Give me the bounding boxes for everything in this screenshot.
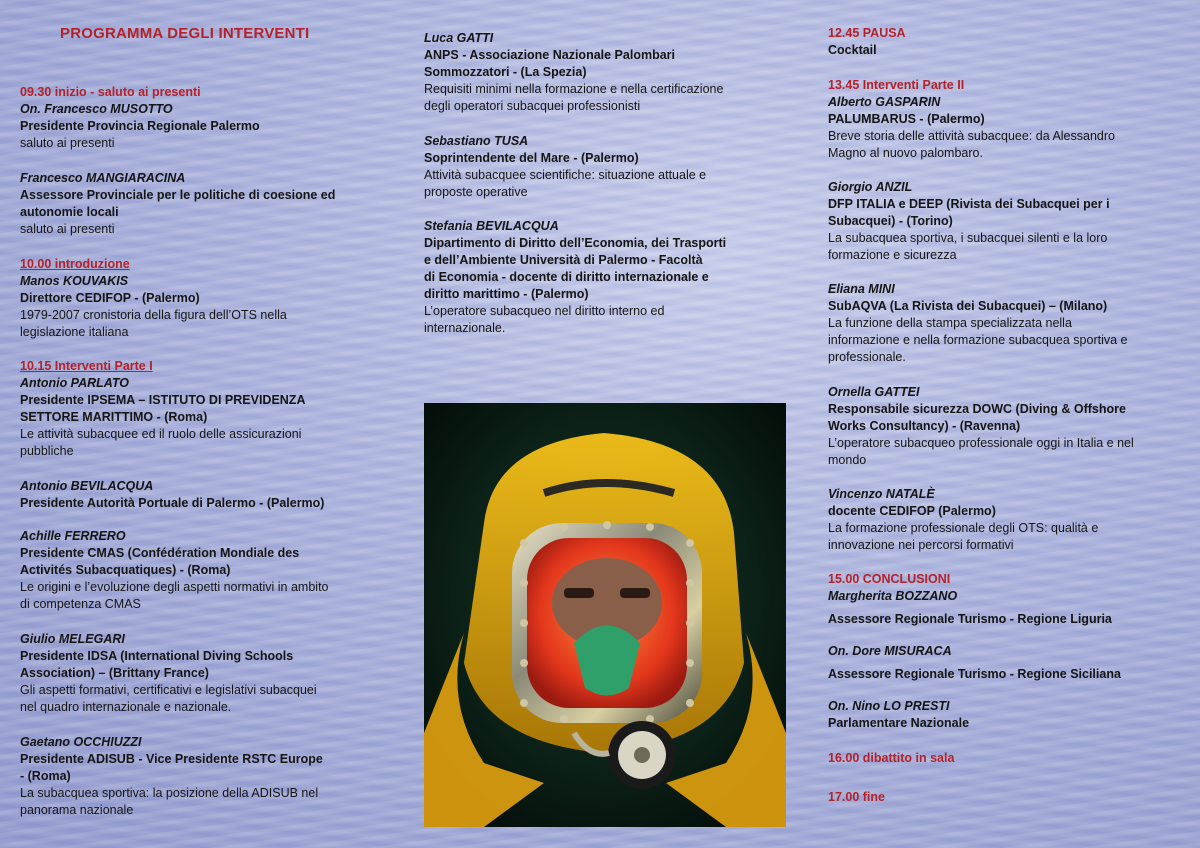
speaker-role: Direttore CEDIFOP - (Palermo) [20, 291, 200, 305]
speaker-role: autonomie locali [20, 205, 119, 219]
speaker-entry [20, 170, 390, 238]
talk-title: Gli aspetti formativi, certificativi e legislativi subacquei [20, 683, 317, 697]
session-time: 10.00 introduzione [20, 257, 130, 271]
speaker-role: DFP ITALIA e DEEP (Rivista dei Subacquei per i [828, 197, 1110, 211]
speaker-entry [828, 698, 1188, 732]
speaker-role: di Economia - docente di diritto internazionale e [424, 270, 709, 284]
talk-title: La subacquea sportiva: la posizione della ADISUB nel [20, 786, 319, 800]
talk-title: La formazione professionale degli OTS: qualità e [828, 521, 1099, 535]
break-label: Cocktail [828, 43, 877, 57]
talk-title: internazionale. [424, 321, 506, 335]
talk-title: Requisiti minimi nella formazione e nella certificazione [424, 82, 724, 96]
session-time: 12.45 PAUSA [828, 26, 906, 40]
talk-title: formazione e sicurezza [828, 248, 957, 262]
session-part-1 [20, 358, 390, 460]
speaker-role: diritto marittimo - (Palermo) [424, 287, 589, 301]
talk-title: legislazione italiana [20, 325, 129, 339]
session-time: 13.45 Interventi Parte II [828, 78, 965, 92]
speaker-name: Vincenzo NATALÈ [828, 487, 935, 501]
speaker-name: Achille FERRERO [20, 529, 126, 543]
speaker-name: Ornella GATTEI [828, 385, 920, 399]
talk-title: 1979-2007 cronistoria della figura dell’OTS nella [20, 308, 287, 322]
speaker-entry [424, 30, 794, 115]
speaker-name: Luca GATTI [424, 31, 494, 45]
speaker-entry [828, 179, 1188, 264]
speaker-role: ANPS - Associazione Nazionale Palombari [424, 48, 675, 62]
speaker-name: Francesco MANGIARACINA [20, 171, 186, 185]
session-time: 09.30 inizio - saluto ai presenti [20, 85, 201, 99]
speaker-role: Presidente CMAS (Confédération Mondiale des [20, 546, 300, 560]
session-debate [828, 750, 1188, 767]
speaker-entry [424, 218, 794, 337]
speaker-role: Assessore Regionale Turismo - Regione Siciliana [828, 667, 1121, 681]
speaker-entry [20, 528, 390, 613]
speaker-role: Presidente ADISUB - Vice Presidente RSTC Europe [20, 752, 323, 766]
speaker-role: Presidente IPSEMA – ISTITUTO DI PREVIDENZA [20, 393, 306, 407]
talk-title: Magno al nuovo palombaro. [828, 146, 983, 160]
speaker-name: Manos KOUVAKIS [20, 274, 129, 288]
speaker-name: Stefania BEVILACQUA [424, 219, 559, 233]
talk-title: mondo [828, 453, 867, 467]
speaker-role: Dipartimento di Diritto dell’Economia, dei Trasporti [424, 236, 727, 250]
speaker-role: Assessore Provinciale per le politiche di coesione ed [20, 188, 336, 202]
talk-title: professionale. [828, 350, 906, 364]
speaker-name: Antonio PARLATO [20, 376, 130, 390]
talk-title: La subacquea sportiva, i subacquei silenti e la loro [828, 231, 1108, 245]
session-time: 17.00 fine [828, 790, 885, 804]
speaker-entry [20, 478, 390, 512]
speaker-role: SubAQVA (La Rivista dei Subacquei) – (Milano) [828, 299, 1108, 313]
speaker-role: Subacquei) - (Torino) [828, 214, 953, 228]
speaker-entry [828, 486, 1188, 554]
talk-title: degli operatori subacquei professionisti [424, 99, 641, 113]
speaker-role: - (Roma) [20, 769, 71, 783]
speaker-role: Presidente Autorità Portuale di Palermo - (Palermo) [20, 496, 325, 510]
session-end [828, 789, 1188, 806]
speaker-name: Eliana MINI [828, 282, 895, 296]
speaker-role: Assessore Regionale Turismo - Regione Liguria [828, 612, 1112, 626]
speaker-name: On. Dore MISURACA [828, 644, 952, 658]
speaker-role: Responsabile sicurezza DOWC (Diving & Offshore [828, 402, 1126, 416]
talk-title: Breve storia delle attività subacquee: da Alessandro [828, 129, 1115, 143]
session-conclusions [828, 571, 1188, 628]
talk-title: L’operatore subacqueo nel diritto interno ed [424, 304, 665, 318]
speaker-role: Sommozzatori - (La Spezia) [424, 65, 587, 79]
speaker-role: Parlamentare Nazionale [828, 716, 970, 730]
speaker-entry [828, 643, 1188, 683]
talk-title: Le attività subacquee ed il ruolo delle assicurazioni [20, 427, 302, 441]
speaker-entry [424, 133, 794, 201]
session-time: 16.00 dibattito in sala [828, 751, 955, 765]
speaker-role: Works Consultancy) - (Ravenna) [828, 419, 1021, 433]
talk-title: pubbliche [20, 444, 74, 458]
talk-title: panorama nazionale [20, 803, 134, 817]
speaker-name: On. Francesco MUSOTTO [20, 102, 173, 116]
speaker-role: Presidente Provincia Regionale Palermo [20, 119, 260, 133]
speaker-role: Association) – (Brittany France) [20, 666, 209, 680]
speaker-role: Soprintendente del Mare - (Palermo) [424, 151, 639, 165]
speaker-entry [20, 631, 390, 716]
talk-title: La funzione della stampa specializzata nella [828, 316, 1072, 330]
talk-title: Le origini e l’evoluzione degli aspetti normativi in ambito [20, 580, 329, 594]
session-part-2 [828, 77, 1188, 162]
speaker-role: Presidente IDSA (International Diving Schools [20, 649, 294, 663]
speaker-entry [828, 384, 1188, 469]
speaker-role: PALUMBARUS - (Palermo) [828, 112, 985, 126]
talk-title: innovazione nei percorsi formativi [828, 538, 1014, 552]
speaker-name: Sebastiano TUSA [424, 134, 529, 148]
talk-title: L’operatore subacqueo professionale oggi in Italia e nel [828, 436, 1134, 450]
page-title: PROGRAMMA DEGLI INTERVENTI [60, 25, 310, 42]
speaker-entry [20, 734, 390, 819]
speaker-name: Antonio BEVILACQUA [20, 479, 154, 493]
diver-photo [424, 403, 786, 827]
speaker-role: SETTORE MARITTIMO - (Roma) [20, 410, 208, 424]
speaker-role: e dell’Ambiente Università di Palermo - Facoltà [424, 253, 703, 267]
session-time: 15.00 CONCLUSIONI [828, 572, 951, 586]
talk-title: proposte operative [424, 185, 528, 199]
speaker-name: Margherita BOZZANO [828, 589, 958, 603]
speaker-name: Gaetano OCCHIUZZI [20, 735, 142, 749]
speaker-role: Activités Subacquatiques) - (Roma) [20, 563, 231, 577]
talk-title: Attività subacquee scientifiche: situazione attuale e [424, 168, 707, 182]
speaker-entry [828, 281, 1188, 366]
speaker-name: Giulio MELEGARI [20, 632, 125, 646]
speaker-role: docente CEDIFOP (Palermo) [828, 504, 996, 518]
speaker-name: On. Nino LO PRESTI [828, 699, 950, 713]
talk-title: nel quadro internazionale e nazionale. [20, 700, 232, 714]
talk-title: saluto ai presenti [20, 222, 115, 236]
session-opening [20, 84, 390, 152]
session-time: 10.15 Interventi Parte I [20, 359, 153, 373]
talk-title: saluto ai presenti [20, 136, 115, 150]
speaker-name: Alberto GASPARIN [828, 95, 941, 109]
session-intro [20, 256, 390, 341]
talk-title: informazione e nella formazione subacquea sportiva e [828, 333, 1128, 347]
diver-helmet-illustration [424, 403, 786, 827]
session-break [828, 25, 1188, 59]
speaker-name: Giorgio ANZIL [828, 180, 913, 194]
talk-title: di competenza CMAS [20, 597, 141, 611]
